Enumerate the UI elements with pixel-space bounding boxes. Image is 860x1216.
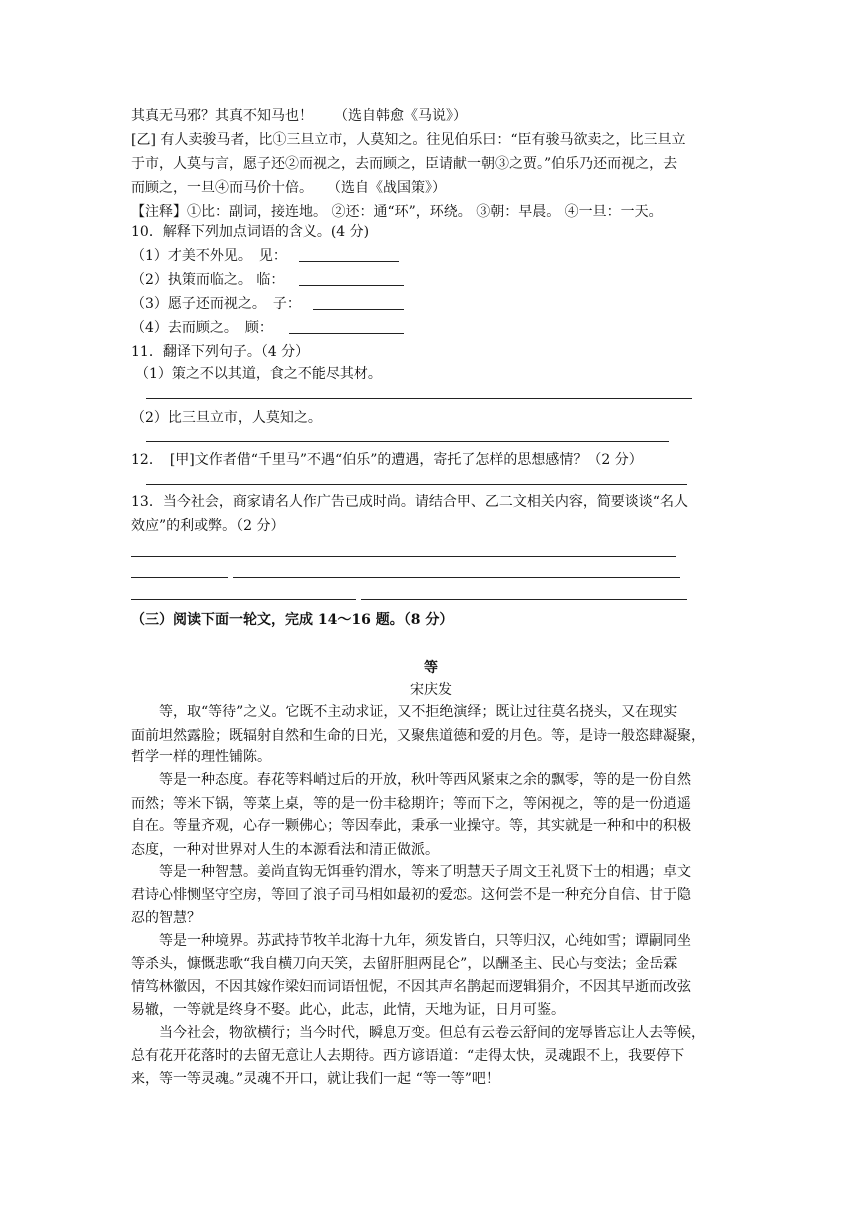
essay-line: 君诗心悱恻坚守空房，等回了浪子司马相如最初的爱恋。这何尝不是一种充分自信、甘于隐: [131, 887, 691, 903]
answer-line[interactable]: [146, 484, 687, 485]
question-10-stem: 10．解释下列加点词语的含义。(4 分): [131, 224, 370, 240]
question-12: 12． [甲]文作者借“千里马”不遇“伯乐”的遭遇，寄托了怎样的思想感情？（2 分）: [131, 452, 643, 468]
annotation-notes: 【注释】①比：副词，接连地。 ②还：通“环”，环绕。 ③朝：早晨。 ④一旦：一天。: [131, 204, 663, 220]
answer-line[interactable]: [146, 441, 669, 442]
essay-line: 而然；等米下锅，等菜上桌，等的是一份丰稔期许；等而下之，等闲视之，等的是一份逍遥: [131, 796, 691, 812]
essay-line: 等，取“等待”之义。它既不主动求证，又不拒绝演绎；既让过往莫名挠头，又在现实: [131, 704, 678, 720]
answer-line[interactable]: [131, 577, 228, 578]
essay-author: 宋庆发: [410, 682, 452, 698]
answer-line[interactable]: [361, 599, 687, 600]
essay-line: 等是一种智慧。姜尚直钩无饵垂钓渭水，等来了明慧天子周文王礼贤下士的相遇；卓文: [131, 864, 691, 880]
passage-b-line-1: [乙] 有人卖骏马者，比①三旦立市，人莫知之。往见伯乐曰：“臣有骏马欲卖之，比三旦立: [131, 132, 686, 148]
answer-blank[interactable]: [299, 261, 399, 262]
essay-line: 情笃林徽因，不因其嫁作梁妇而词语忸怩，不因其声名鹊起而逻辑狷介，不因其早逝而改弦: [131, 979, 691, 995]
passage-a-ending: 其真无马邪？其真不知马也！ （选自韩愈《马说》）: [131, 108, 467, 124]
essay-line: 哲学一样的理性铺陈。: [131, 749, 271, 765]
question-13-line-2: 效应”的利或弊。（2 分）: [131, 518, 285, 534]
answer-blank[interactable]: [299, 285, 404, 286]
essay-line: 等是一种态度。春花等料峭过后的开放，秋叶等西风紧束之余的飘零，等的是一份自然: [131, 772, 691, 788]
essay-line: 自在。等量齐观，心存一颗佛心；等因奉此，秉承一业操守。等，其实就是一种和中的积极: [131, 818, 691, 834]
question-11-stem: 11．翻译下列句子。（4 分）: [131, 344, 310, 360]
essay-line: 总有花开花落时的去留无意让人去期待。西方谚语道：“走得太快，灵魂跟不上，我要停下: [131, 1048, 685, 1064]
answer-line[interactable]: [131, 556, 676, 557]
answer-blank[interactable]: [289, 333, 404, 334]
question-10-item-1: （1）才美不外见。 见：: [131, 248, 287, 264]
question-10-item-2: （2）执策而临之。 临：: [131, 272, 285, 288]
essay-title: 等: [424, 660, 438, 676]
essay-line: 等是一种境界。苏武持节牧羊北海十九年，须发皆白，只等归汉，心纯如雪；谭嗣同坐: [131, 933, 691, 949]
question-11-sentence-1: （1）策之不以其道，食之不能尽其材。: [135, 366, 382, 382]
question-13-line-1: 13．当今社会，商家请名人作广告已成时尚。请结合甲、乙二文相关内容，简要谈谈“名人: [131, 494, 688, 510]
essay-line: 当今社会，物欲横行；当今时代，瞬息万变。但总有云卷云舒间的宠辱皆忘让人去等候，: [131, 1025, 705, 1041]
answer-line[interactable]: [131, 599, 356, 600]
question-10-item-3: （3）愿子还而视之。 子：: [131, 296, 301, 312]
question-11-sentence-2: （2）比三旦立市，人莫知之。: [131, 410, 322, 426]
essay-line: 易辙，一等就是终身不娶。此心，此志，此情，天地为证，日月可鉴。: [131, 1002, 565, 1018]
answer-line[interactable]: [146, 398, 692, 399]
essay-line: 态度，一种对世界对人生的本源看法和清正做派。: [131, 842, 439, 858]
question-10-item-4: （4）去而顾之。 顾：: [131, 320, 273, 336]
section-3-heading: （三）阅读下面一轮文，完成 14～16 题。（8 分）: [131, 612, 454, 628]
passage-b-line-3: 而顾之，一旦④而马价十倍。 （选自《战国策》）: [131, 180, 446, 196]
answer-blank[interactable]: [313, 309, 404, 310]
essay-line: 面前坦然露脸；既辐射自然和生命的日光，又聚焦道德和爱的月色。等，是诗一般恣肆凝聚，: [131, 728, 705, 744]
essay-line: 忍的智慧？: [131, 910, 201, 926]
essay-line: 等杀头，慷慨悲歌“我自横刀向天笑，去留肝胆两昆仑”，以酬圣主、民心与变法；金岳霖: [131, 956, 678, 972]
essay-line: 来，等一等灵魂。”灵魂不开口，就让我们一起 “等一等”吧！: [131, 1071, 500, 1087]
answer-line[interactable]: [233, 577, 680, 578]
passage-b-line-2: 于市，人莫与言，愿子还②而视之，去而顾之，臣请献一朝③之贾。”伯乐乃还而视之，去: [131, 156, 678, 172]
